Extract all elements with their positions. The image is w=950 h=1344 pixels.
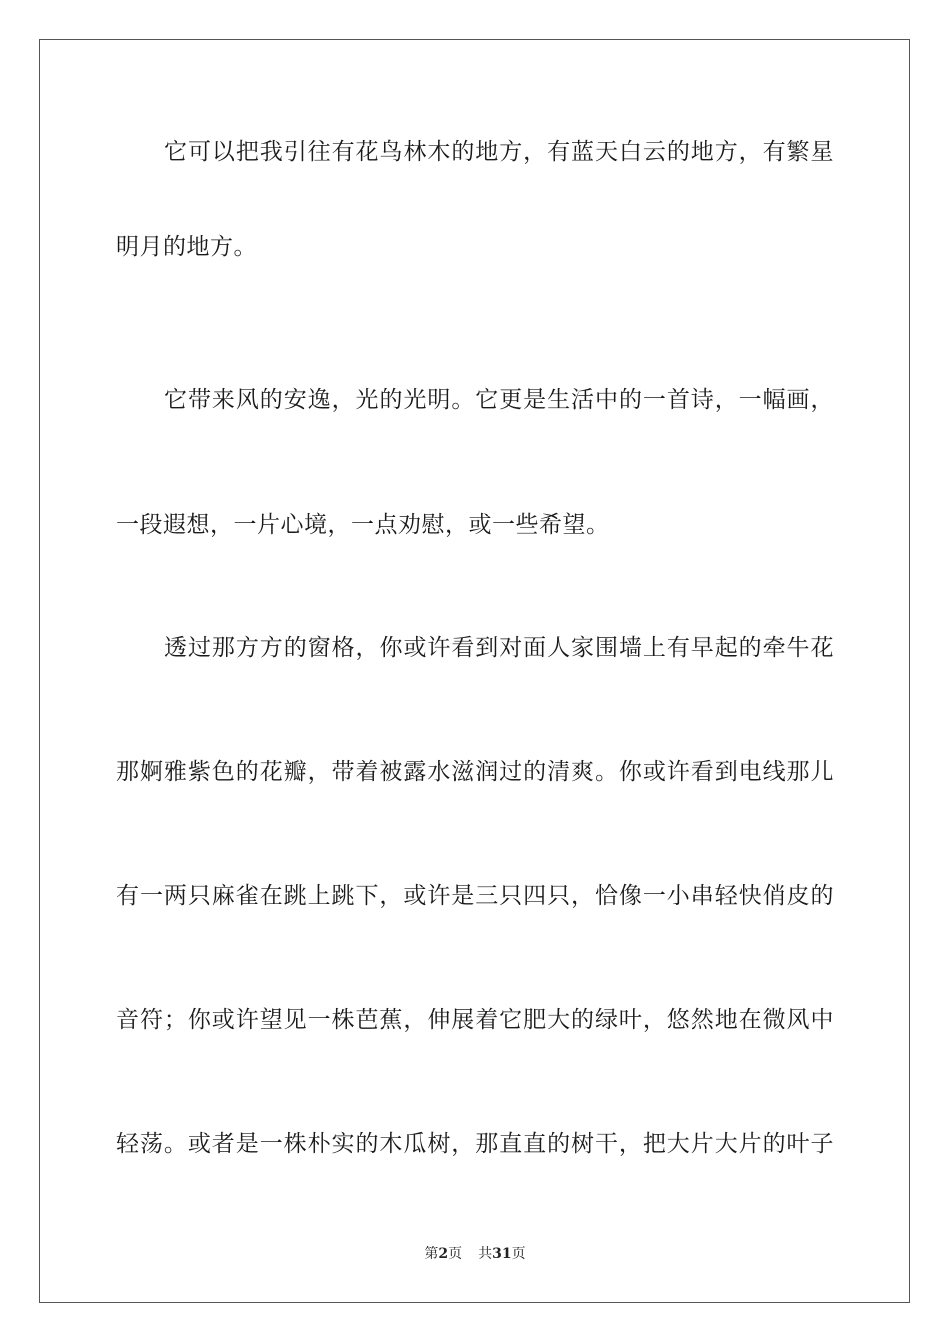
- paragraph-3-line-4: 音符；你或许望见一株芭蕉，伸展着它肥大的绿叶，悠然地在微风中: [116, 1007, 834, 1033]
- paragraph-3-line-2: 那婀雅紫色的花瓣，带着被露水滋润过的清爽。你或许看到电线那儿: [116, 759, 834, 785]
- total-suffix: 页: [511, 1246, 526, 1262]
- paragraph-3-line-3: 有一两只麻雀在跳上跳下，或许是三只四只，恰像一小串轻快俏皮的: [116, 883, 834, 909]
- paragraph-3-line-5: 轻荡。或者是一株朴实的木瓜树，那直直的树干，把大片大片的叶子: [116, 1131, 834, 1157]
- page-footer: [0, 1244, 950, 1264]
- total-pages: 31: [492, 1246, 512, 1262]
- page-prefix: 第: [424, 1246, 439, 1262]
- paragraph-1-line-1: 它可以把我引往有花鸟林木的地方，有蓝天白云的地方，有繁星: [164, 139, 834, 165]
- paragraph-1-line-2: 明月的地方。: [116, 234, 257, 260]
- paragraph-2-line-1: 它带来风的安逸，光的光明。它更是生活中的一首诗，一幅画，: [164, 387, 834, 413]
- paragraph-3-line-1: 透过那方方的窗格，你或许看到对面人家围墙上有早起的牵牛花: [164, 635, 834, 661]
- paragraph-2-line-2: 一段遐想，一片心境，一点劝慰，或一些希望。: [116, 512, 610, 538]
- page-number: 2: [438, 1246, 449, 1262]
- page-border: [39, 39, 910, 1303]
- total-prefix: 共: [478, 1246, 493, 1262]
- page-suffix: 页: [448, 1246, 463, 1262]
